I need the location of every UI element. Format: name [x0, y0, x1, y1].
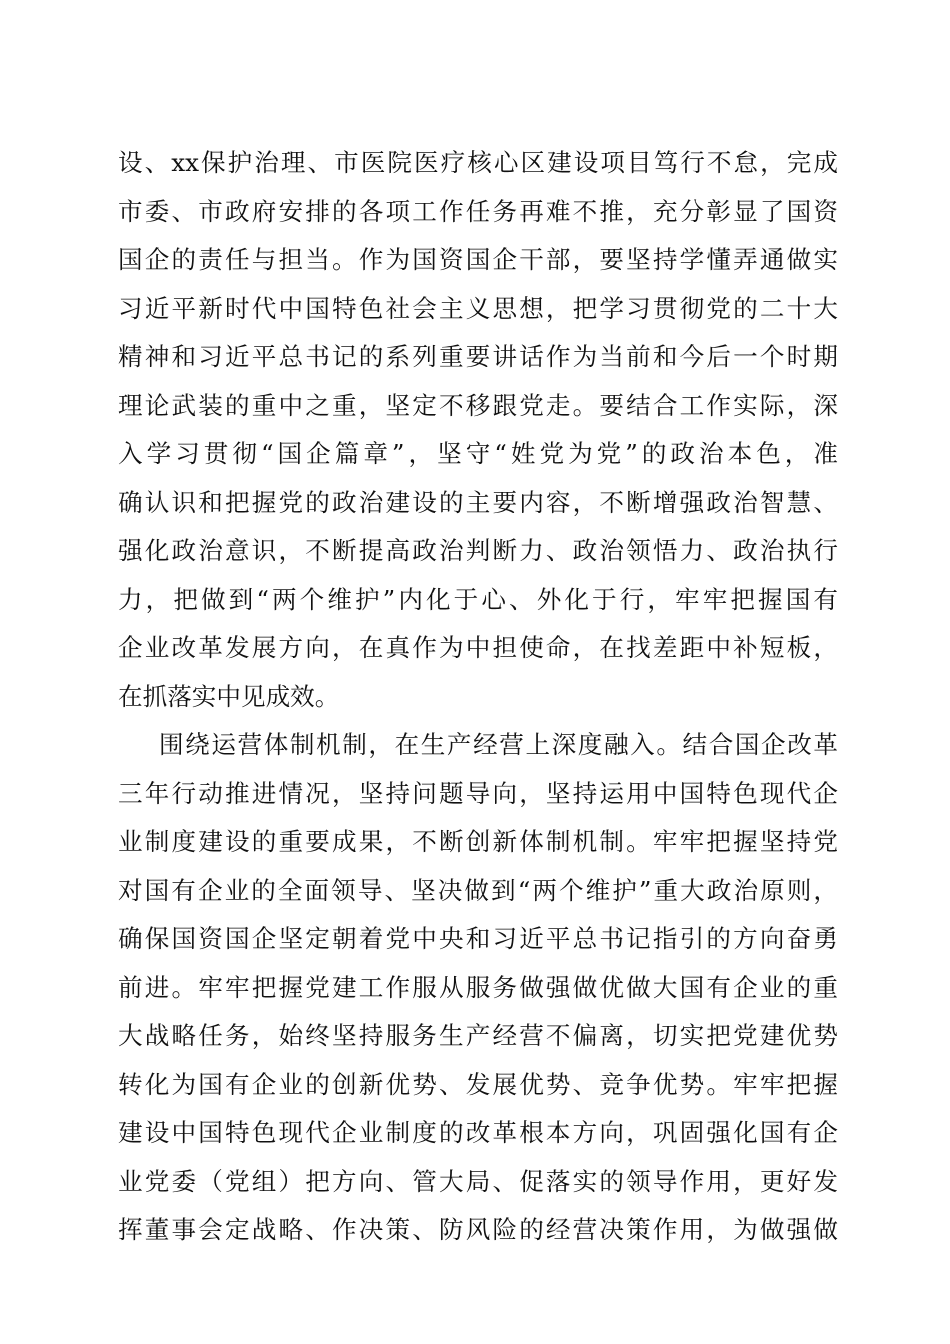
paragraph-line: 前进。牢牢把握党建工作服从服务做强做优做大国有企业的重: [118, 972, 838, 1002]
paragraph-line: 业党委（党组）把方向、管大局、促落实的领导作用，更好发: [118, 1166, 838, 1196]
paragraph-line: 确保国资国企坚定朝着党中央和习近平总书记指引的方向奋勇: [118, 924, 838, 953]
paragraph-line: 市委、市政府安排的各项工作任务再难不推，充分彰显了国资: [118, 196, 838, 226]
paragraph-line: 习近平新时代中国特色社会主义思想，把学习贯彻党的二十大: [118, 293, 838, 323]
document-body: [118, 139, 838, 1255]
paragraph-line: 确认识和把握党的政治建设的主要内容，不断增强政治智慧、: [118, 487, 838, 517]
paragraph-line: 国企的责任与担当。作为国资国企干部，要坚持学懂弄通做实: [118, 245, 838, 274]
paragraph-line: 入学习贯彻“国企篇章”，坚守“姓党为党”的政治本色，准: [118, 439, 838, 468]
paragraph-line: 力，把做到“两个维护”内化于心、外化于行，牢牢把握国有: [118, 584, 838, 614]
paragraph-line: 对国有企业的全面领导、坚决做到“两个维护”重大政治原则，: [118, 875, 838, 905]
paragraph-line: 设、xx保护治理、市医院医疗核心区建设项目笃行不怠，完成: [118, 148, 838, 177]
paragraph-line: 业制度建设的重要成果，不断创新体制机制。牢牢把握坚持党: [118, 827, 838, 856]
paragraph-line: 大战略任务，始终坚持服务生产经营不偏离，切实把党建优势: [118, 1021, 838, 1050]
paragraph-line: 企业改革发展方向，在真作为中担使命，在找差距中补短板，: [118, 633, 838, 662]
paragraph-line: 精神和习近平总书记的系列重要讲话作为当前和今后一个时期: [118, 342, 838, 371]
paragraph-line: 理论武装的重中之重，坚定不移跟党走。要结合工作实际，深: [118, 390, 838, 420]
paragraph-2: [118, 721, 838, 1255]
paragraph-line: 在抓落实中见成效。: [118, 681, 340, 711]
paragraph-line: 三年行动推进情况，坚持问题导向，坚持运用中国特色现代企: [118, 778, 838, 808]
paragraph-line: 围绕运营体制机制，在生产经营上深度融入。结合国企改革: [159, 730, 838, 759]
paragraph-line: 建设中国特色现代企业制度的改革根本方向，巩固强化国有企: [118, 1118, 838, 1147]
paragraph-1: [118, 139, 838, 721]
paragraph-line: 转化为国有企业的创新优势、发展优势、竞争优势。牢牢把握: [118, 1069, 838, 1099]
paragraph-line: 强化政治意识，不断提高政治判断力、政治领悟力、政治执行: [118, 536, 838, 565]
paragraph-line: 挥董事会定战略、作决策、防风险的经营决策作用，为做强做: [118, 1215, 838, 1244]
